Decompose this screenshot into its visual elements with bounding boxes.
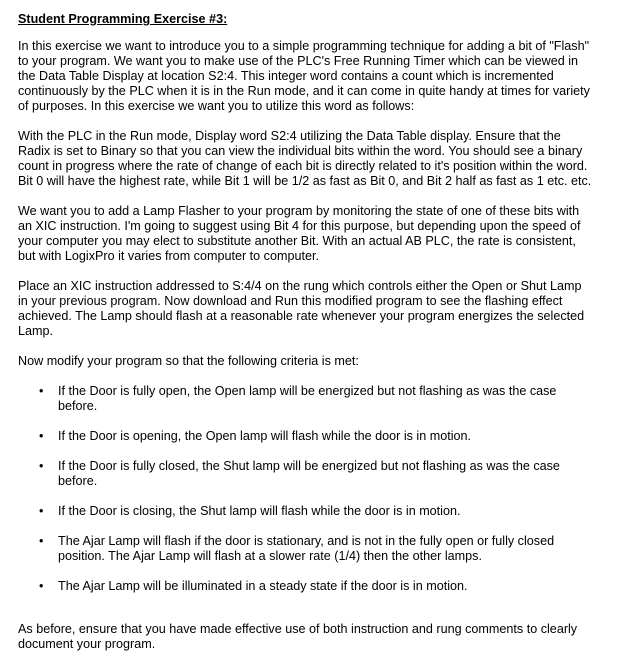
intro-paragraph: In this exercise we want to introduce you to a simple programming technique for adding a bit of "Flash" to your program. We want you to make use of the PLC's Free Running Timer which can be viewed in the Data Table Display at location S2:4. This integer word contains a count which is incremented continuously by the PLC when it is in the Run mode, and it can come in quite handy at times for variety of purposes. In this exercise we want you to utilize this word as follows:: [18, 39, 590, 113]
criteria-intro-paragraph: Now modify your program so that the following criteria is met:: [18, 354, 359, 368]
criteria-list: [18, 384, 592, 594]
xic-instruction-paragraph: Place an XIC instruction addressed to S:4/4 on the rung which controls either the Open or Shut Lamp in your previous program. Now download and Run this modified program to see the flashing effect achieved. The Lamp should flash at a reasonable rate whenever your program energizes the selected Lamp.: [18, 279, 585, 338]
criteria-item: [18, 504, 592, 519]
bullet-icon: •: [39, 384, 44, 398]
criteria-item: [18, 384, 592, 414]
exercise-title: Student Programming Exercise #3:: [18, 12, 228, 26]
criteria-text: If the Door is opening, the Open lamp will flash while the door is in motion.: [58, 429, 472, 443]
criteria-item: [18, 534, 592, 564]
lamp-flasher-paragraph: We want you to add a Lamp Flasher to your program by monitoring the state of one of these bits with an XIC instruction. I'm going to suggest using Bit 4 for this purpose, but depending upon the speed of your computer you may elect to substitute another Bit. With an actual AB PLC, the rate is consistent, but with LogixPro it varies from computer to computer.: [18, 204, 581, 263]
run-mode-paragraph: With the PLC in the Run mode, Display word S2:4 utilizing the Data Table display. Ensure that the Radix is set to Binary so that you can view the individual bits within the word. You should see a binary count in progress where the rate of change of each bit is directly related to it's position within the word. Bit 0 will have the highest rate, while Bit 1 will be 1/2 as fast as Bit 0, and Bit 2 half as fast as 1 etc. etc.: [18, 129, 592, 188]
bullet-icon: •: [39, 579, 44, 593]
criteria-item: [18, 579, 592, 594]
bullet-icon: •: [39, 504, 44, 518]
criteria-text: If the Door is fully open, the Open lamp will be energized but not flashing as was the case before.: [58, 384, 557, 413]
bullet-icon: •: [39, 429, 44, 443]
criteria-item: [18, 429, 592, 444]
criteria-item: [18, 459, 592, 489]
bullet-icon: •: [39, 534, 44, 548]
criteria-text: The Ajar Lamp will be illuminated in a steady state if the door is in motion.: [58, 579, 468, 593]
criteria-text: If the Door is closing, the Shut lamp will flash while the door is in motion.: [58, 504, 461, 518]
bullet-icon: •: [39, 459, 44, 473]
criteria-text: If the Door is fully closed, the Shut lamp will be energized but not flashing as was the case before.: [58, 459, 560, 488]
exercise-document: [18, 12, 592, 667]
criteria-text: The Ajar Lamp will flash if the door is stationary, and is not in the fully open or fully closed position. The Ajar Lamp will flash at a slower rate (1/4) then the other lamps.: [58, 534, 555, 563]
closing-paragraph: As before, ensure that you have made effective use of both instruction and rung comments to clearly document your program.: [18, 622, 578, 651]
